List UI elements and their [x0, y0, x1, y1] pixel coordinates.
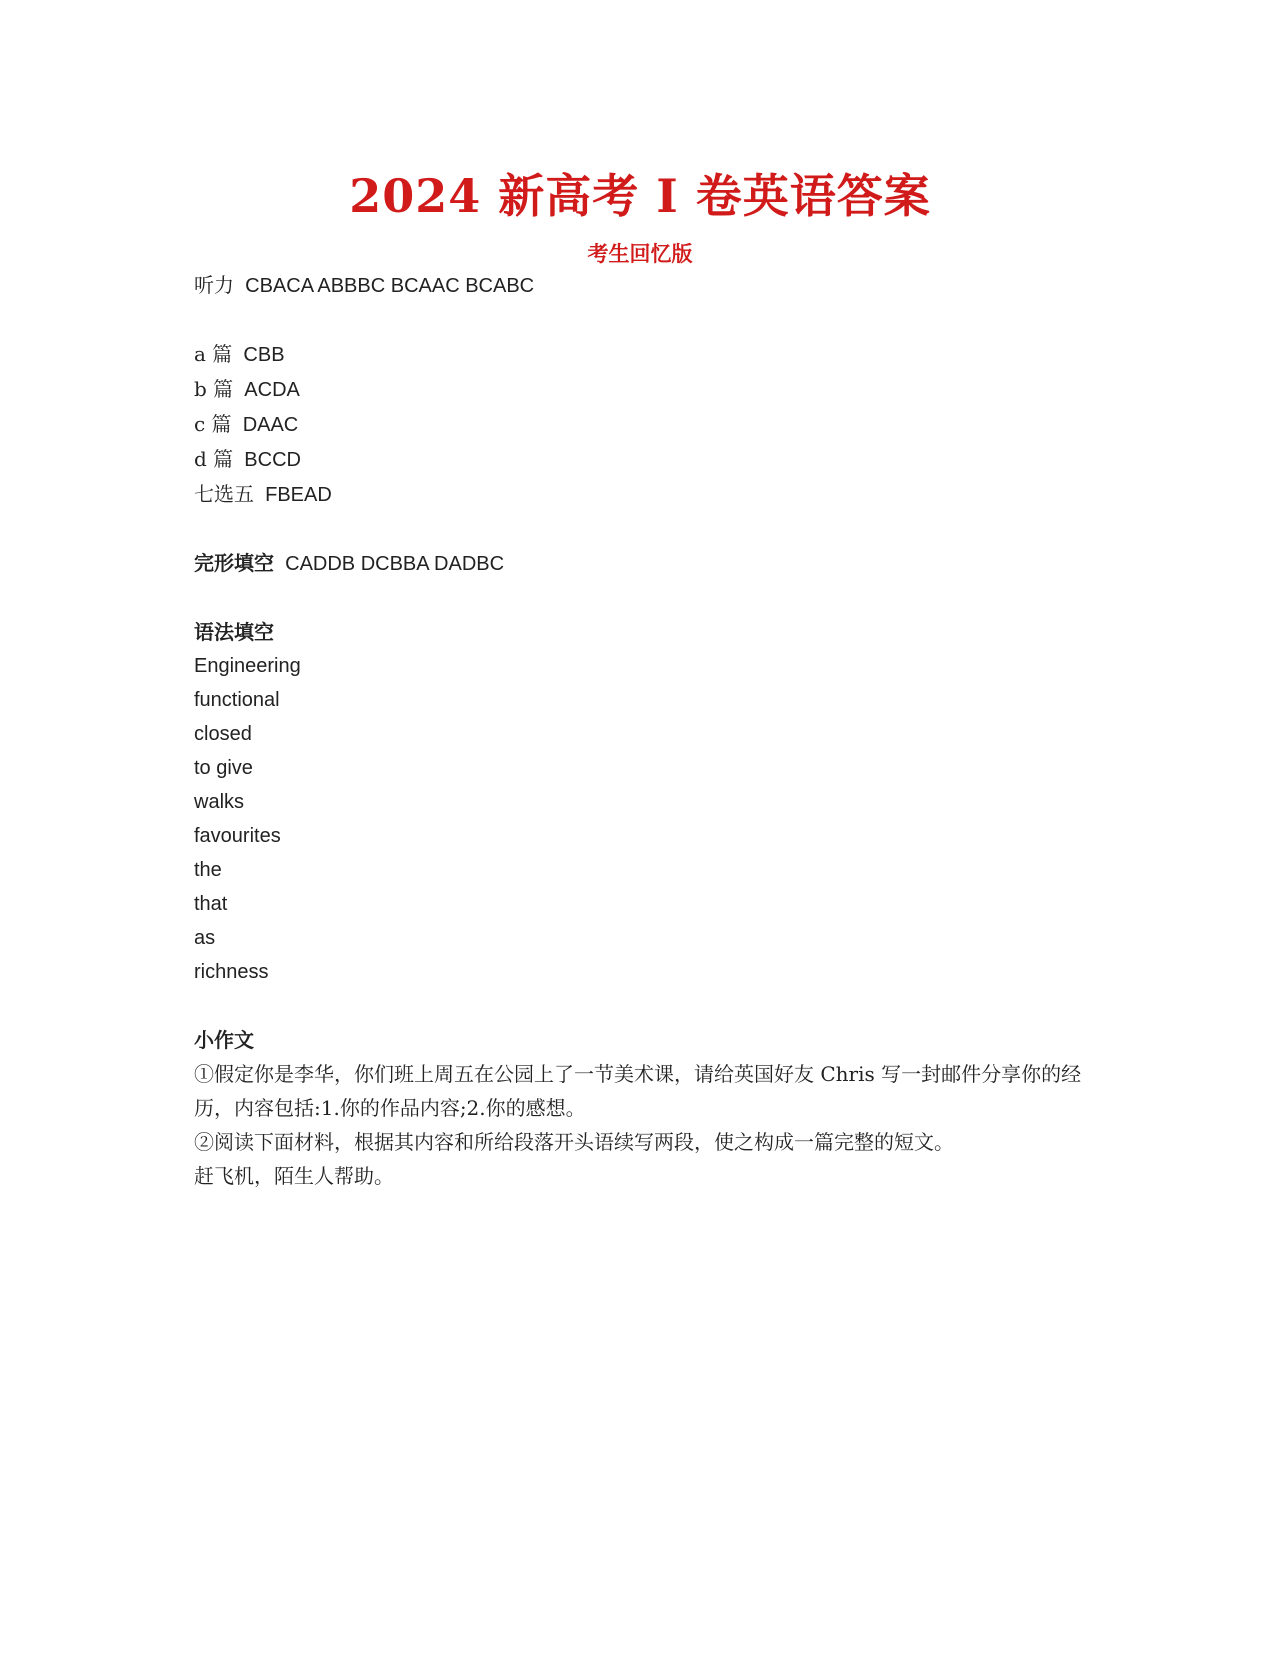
writing-prompt-3: 赶飞机，陌生人帮助。	[194, 1164, 394, 1188]
writing-prompt-1: ①假定你是李华，你们班上周五在公园上了一节美术课，请给英国好友 Chris 写一封邮件分享你的经历，内容包括:1.你的作品内容;2.你的感想。	[194, 1062, 1082, 1120]
reading-row-b	[194, 372, 1114, 407]
writing-prompt-2: ②阅读下面材料，根据其内容和所给段落开头语续写两段，使之构成一篇完整的短文。	[194, 1130, 954, 1154]
grammar-answer: favourites	[194, 825, 281, 847]
cloze-answers: CADDB DCBBA DADBC	[285, 553, 505, 575]
grammar-answer: functional	[194, 689, 280, 711]
reading-row-c	[194, 407, 1114, 442]
reading-label: d 篇	[194, 447, 234, 471]
grammar-answer: the	[194, 859, 222, 881]
reading-row-seven-choose-five	[194, 477, 1114, 512]
reading-label: b 篇	[194, 377, 234, 401]
listening-row	[194, 268, 1114, 303]
reading-label: 七选五	[194, 482, 254, 506]
grammar-answer: Engineering	[194, 655, 301, 677]
grammar-answer: richness	[194, 961, 269, 983]
reading-label: c 篇	[194, 412, 232, 436]
grammar-answer: that	[194, 893, 228, 915]
writing-label: 小作文	[194, 1028, 254, 1052]
reading-answers: FBEAD	[265, 484, 332, 506]
reading-label: a 篇	[194, 342, 233, 366]
cloze-label: 完形填空	[194, 551, 274, 575]
document-subtitle: 考生回忆版	[587, 241, 693, 266]
grammar-label: 语法填空	[194, 620, 274, 644]
grammar-answer: walks	[194, 791, 245, 813]
reading-answers: BCCD	[244, 449, 301, 471]
grammar-answer: to give	[194, 757, 253, 779]
grammar-answer: closed	[194, 723, 252, 745]
answers-content	[194, 268, 1114, 1193]
reading-row-a	[194, 337, 1114, 372]
grammar-answer: as	[194, 927, 216, 949]
listening-answers: CBACA ABBBC BCAAC BCABC	[245, 275, 535, 297]
reading-row-d	[194, 442, 1114, 477]
listening-label: 听力	[194, 273, 234, 297]
cloze-row	[194, 546, 1114, 581]
reading-answers: ACDA	[244, 379, 300, 401]
document-title: 2024 新高考 I 卷英语答案	[349, 169, 931, 223]
reading-answers: DAAC	[242, 414, 299, 436]
reading-answers: CBB	[243, 344, 285, 366]
